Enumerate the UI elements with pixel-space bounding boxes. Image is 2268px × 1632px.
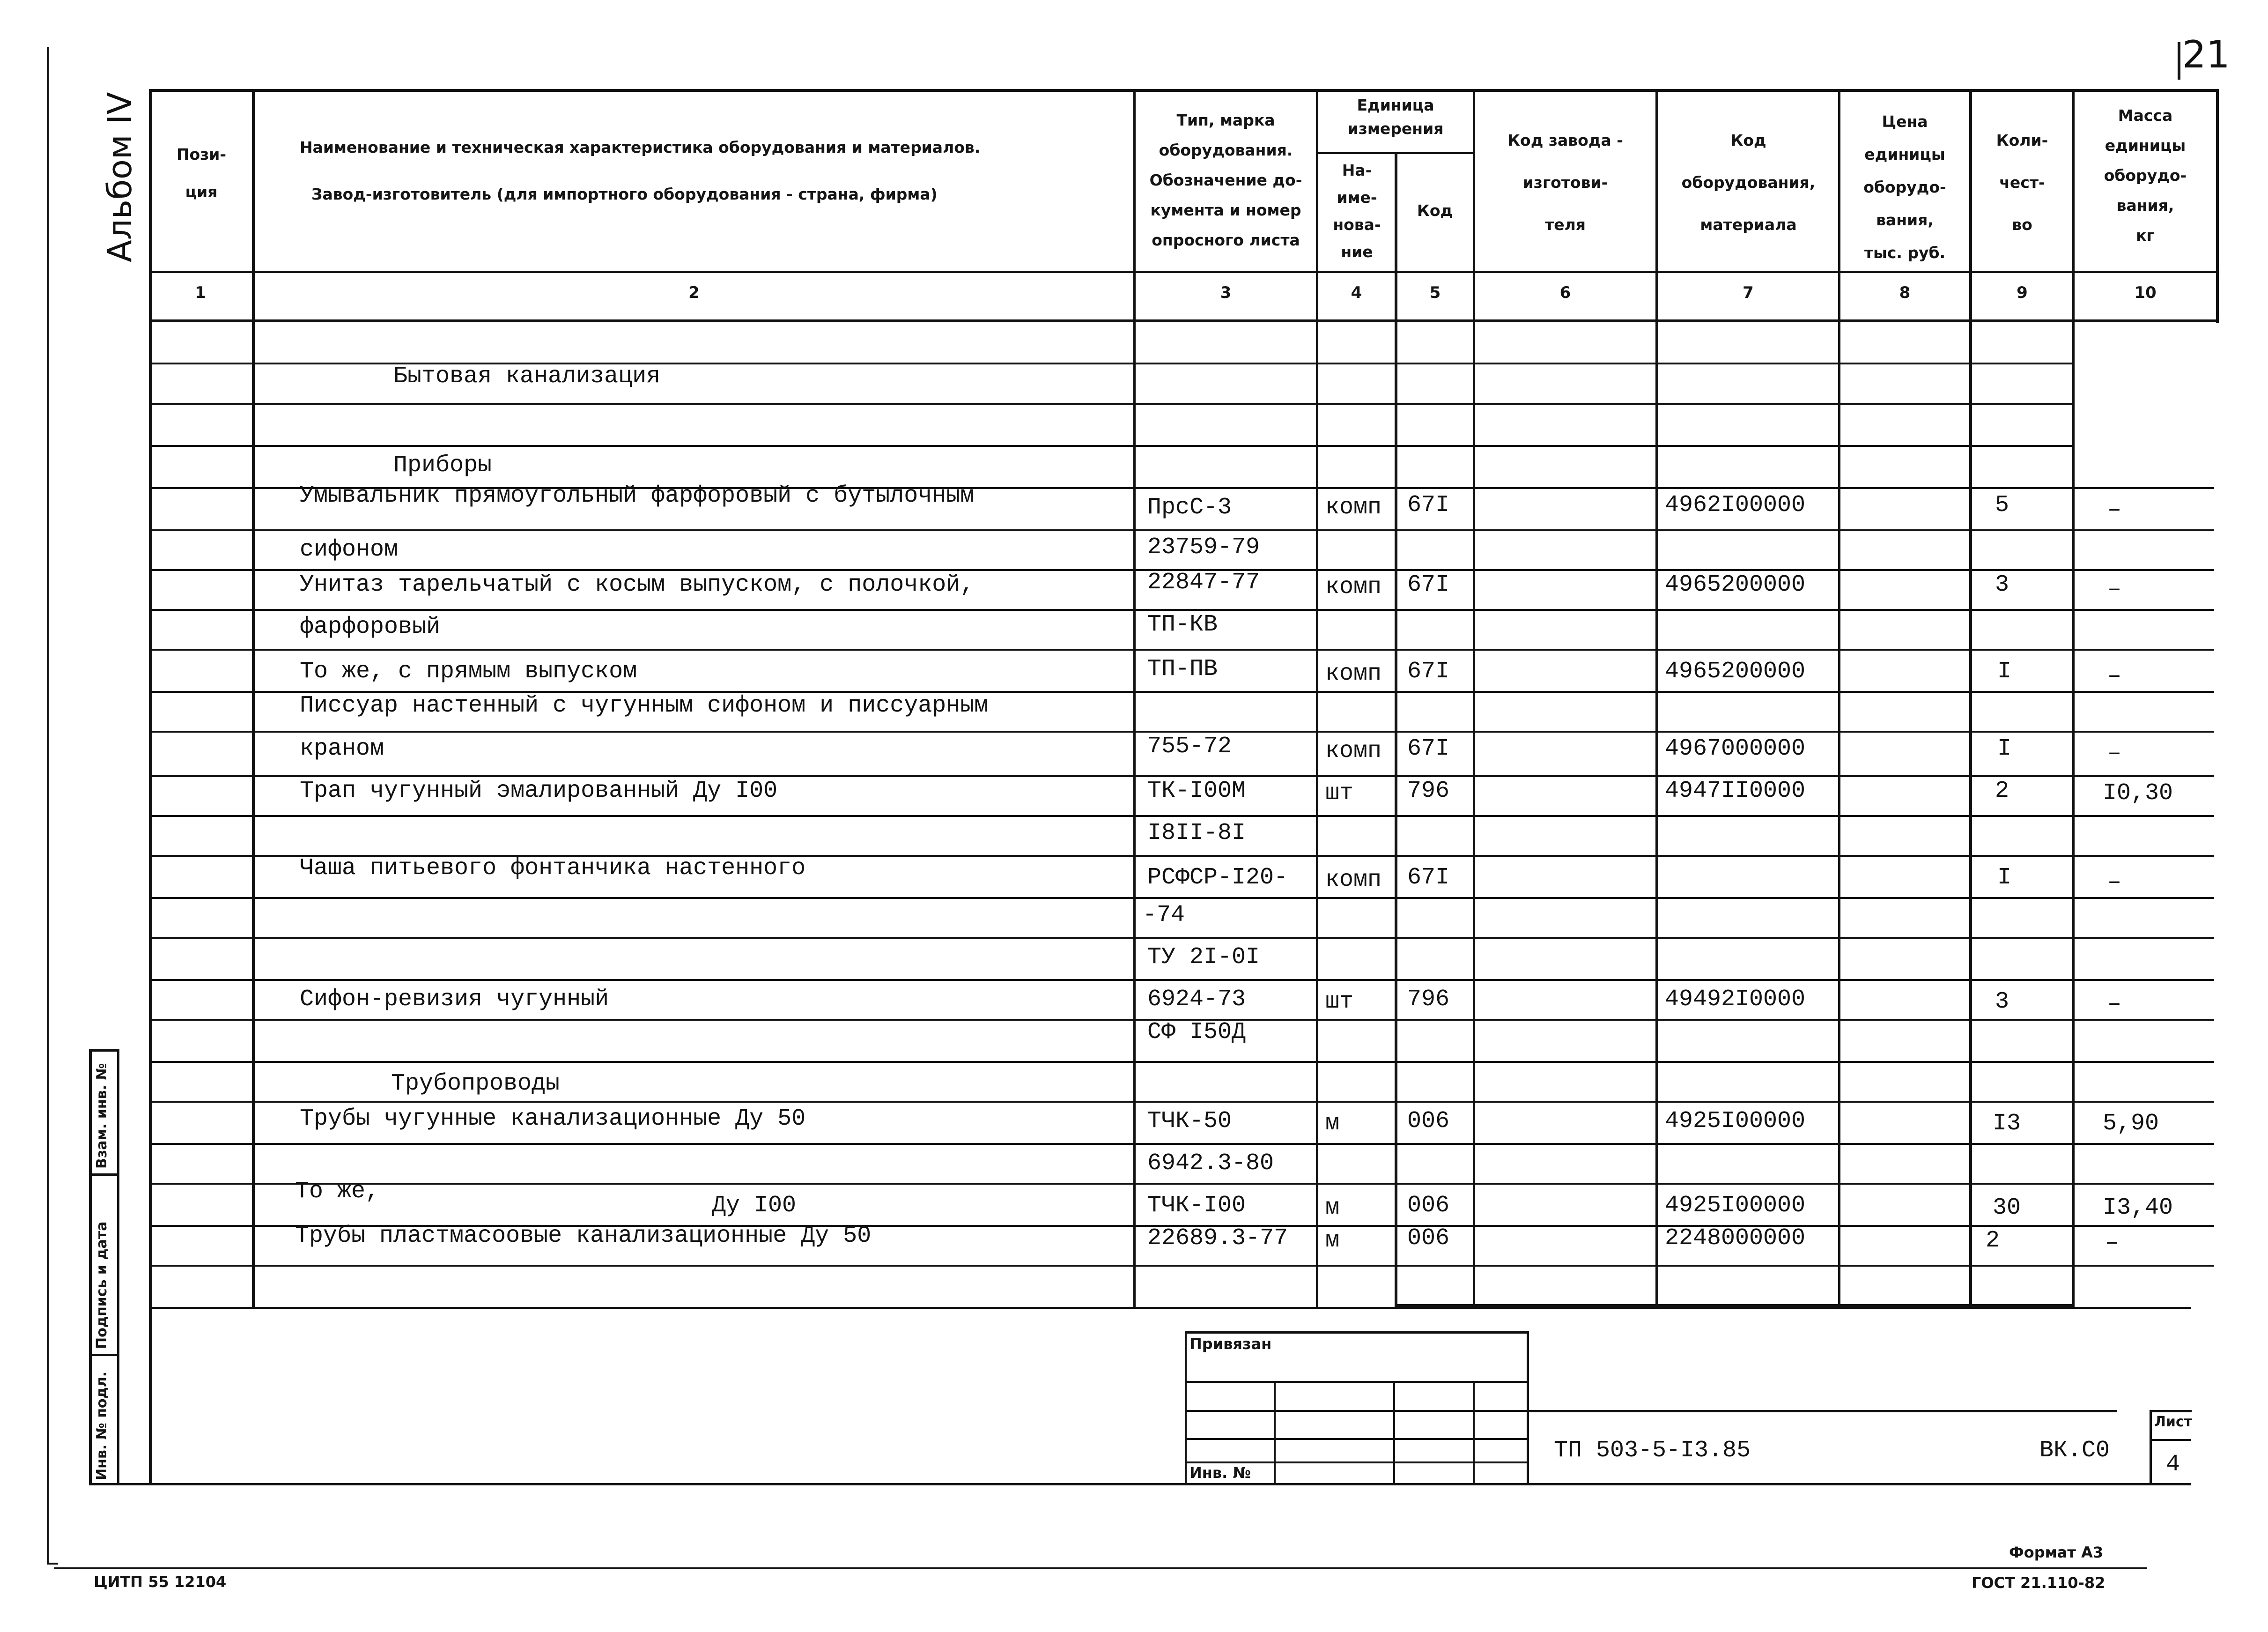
col-number: 9 xyxy=(2017,283,2028,302)
item-unit-code: 67I xyxy=(1407,492,1450,519)
item-unit: комп xyxy=(1325,574,1382,601)
corner-page-number: 21 xyxy=(2182,33,2230,76)
col-number: 2 xyxy=(688,283,700,302)
sheet-number: 4 xyxy=(2166,1451,2180,1478)
item-mass: – xyxy=(2107,991,2122,1017)
stamp-inv-label: Инв. № xyxy=(1189,1464,1251,1482)
item-type: 22689.3-77 xyxy=(1147,1225,1288,1252)
item-mass: – xyxy=(2107,497,2122,523)
item-qty: 5 xyxy=(1995,492,2009,519)
item-name: Унитаз тарельчатый с косым выпуском, с полочкой, xyxy=(300,571,975,598)
item-name: Трап чугунный эмалированный Ду I00 xyxy=(300,778,778,804)
side-label-signature-date: Подпись и дата xyxy=(94,1221,110,1349)
col-number: 7 xyxy=(1743,283,1754,302)
section-title: Трубопроводы xyxy=(391,1070,560,1097)
section-title: Бытовая канализация xyxy=(393,363,661,390)
item-name: Сифон-ревизия чугунный xyxy=(300,986,609,1013)
side-label-replaced-inv: Взам. инв. № xyxy=(94,1063,110,1169)
item-equip-code: 4962I00000 xyxy=(1665,492,1806,519)
footer-gost: ГОСТ 21.110-82 xyxy=(1972,1574,2105,1592)
item-type: ТЧК-50 xyxy=(1147,1108,1232,1135)
item-unit: м xyxy=(1325,1194,1340,1221)
header-unit-code: Код xyxy=(1417,201,1453,220)
item-mass: – xyxy=(2105,1230,2120,1256)
item-equip-code: 2248000000 xyxy=(1665,1225,1806,1252)
header-equipment-code: Код оборудования, материала xyxy=(1681,131,1816,234)
item-name: Трубы пластмасоовые канализационные Ду 50 xyxy=(295,1223,872,1249)
item-name-dn: Ду I00 xyxy=(712,1192,797,1219)
sheet-label: Лист xyxy=(2154,1414,2193,1430)
item-type: I8II-8I xyxy=(1147,820,1246,846)
header-name-line2: Завод-изготовитель (для импортного оборудования - страна, фирма) xyxy=(311,185,938,203)
item-qty: 2 xyxy=(1995,778,2009,804)
header-name-line1: Наименование и техническая характеристика оборудования и материалов. xyxy=(300,138,981,156)
item-equip-code: 4947II0000 xyxy=(1665,778,1806,804)
header-type: Тип, марка оборудования. Обозначение до- кумента и номер опросного листа xyxy=(1149,111,1302,249)
item-type: СФ I50Д xyxy=(1147,1019,1246,1046)
item-type: ТУ 2I-0I xyxy=(1147,944,1260,971)
item-qty: 2 xyxy=(1986,1227,2000,1254)
album-label: Альбом IV xyxy=(101,92,139,262)
item-mass: – xyxy=(2107,663,2122,690)
item-type: 6924-73 xyxy=(1147,986,1246,1013)
item-qty: I xyxy=(1997,735,2012,762)
item-unit-code: 006 xyxy=(1407,1108,1450,1135)
item-qty: 3 xyxy=(1995,988,2009,1015)
item-type: ТП-ПВ xyxy=(1147,656,1218,682)
item-unit-code: 67I xyxy=(1407,864,1450,891)
item-unit: м xyxy=(1325,1110,1340,1137)
item-name: фарфоровый xyxy=(300,614,441,640)
item-unit: шт xyxy=(1325,780,1354,807)
item-type: ТЧК-I00 xyxy=(1147,1192,1246,1219)
item-type: 6942.3-80 xyxy=(1147,1150,1274,1177)
item-unit-code: 67I xyxy=(1407,735,1450,762)
item-unit-code: 796 xyxy=(1407,778,1450,804)
section-title: Приборы xyxy=(393,452,492,479)
item-qty: I xyxy=(1997,864,2012,891)
item-unit: м xyxy=(1325,1227,1340,1254)
item-unit: комп xyxy=(1325,738,1382,764)
item-equip-code: 49492I0000 xyxy=(1665,986,1806,1013)
item-unit: комп xyxy=(1325,867,1382,893)
document-mark: ВК.С0 xyxy=(2039,1437,2110,1464)
footer-left-code: ЦИТП 55 12104 xyxy=(94,1573,227,1591)
item-unit-code: 67I xyxy=(1407,571,1450,598)
item-name: сифоном xyxy=(300,536,399,563)
side-label-inventory-no: Инв. № подл. xyxy=(94,1371,110,1480)
item-name: То же, с прямым выпуском xyxy=(300,658,637,685)
header-unit-name: На- име- нова- ние xyxy=(1333,161,1381,261)
col-number: 4 xyxy=(1351,283,1362,302)
item-equip-code: 4965200000 xyxy=(1665,571,1806,598)
item-type: -74 xyxy=(1143,902,1185,928)
header-position: Пози- ция xyxy=(176,145,227,201)
item-equip-code: 4965200000 xyxy=(1665,658,1806,685)
item-unit: шт xyxy=(1325,988,1354,1015)
header-unit-group: Единица измерения xyxy=(1347,96,1444,138)
item-type: РСФСР-I20- xyxy=(1147,864,1288,891)
item-qty: I3 xyxy=(1993,1110,2021,1137)
col-number: 3 xyxy=(1220,283,1232,302)
document-code: ТП 503-5-I3.85 xyxy=(1554,1437,1751,1464)
header-factory-code: Код завода - изготови- теля xyxy=(1507,131,1623,234)
header-price: Цена единицы оборудо- вания, тыс. руб. xyxy=(1863,112,1946,262)
item-qty: I xyxy=(1997,658,2012,685)
item-unit-code: 006 xyxy=(1407,1225,1450,1252)
item-equip-code: 4925I00000 xyxy=(1665,1192,1806,1219)
item-type: ТП-КВ xyxy=(1147,611,1218,638)
item-unit-code: 67I xyxy=(1407,658,1450,685)
item-mass: 5,90 xyxy=(2103,1110,2159,1137)
item-mass: I3,40 xyxy=(2103,1194,2173,1221)
item-mass: I0,30 xyxy=(2103,780,2173,807)
header-quantity: Коли- чест- во xyxy=(1996,131,2048,234)
col-number: 5 xyxy=(1429,283,1441,302)
item-unit-code: 796 xyxy=(1407,986,1450,1013)
item-unit-code: 006 xyxy=(1407,1192,1450,1219)
item-mass: – xyxy=(2107,869,2122,896)
col-number: 10 xyxy=(2134,283,2157,302)
header-mass: Масса единицы оборудо- вания, кг xyxy=(2104,106,2187,245)
item-type: ТК-I00М xyxy=(1147,778,1246,804)
item-equip-code: 4967000000 xyxy=(1665,735,1806,762)
item-unit: комп xyxy=(1325,494,1382,521)
item-name: Умывальник прямоугольный фарфоровый с бутылочным xyxy=(300,482,975,509)
stamp-linked-label: Привязан xyxy=(1189,1335,1272,1353)
item-name: Трубы чугунные канализационные Ду 50 xyxy=(300,1105,806,1132)
item-type: 755-72 xyxy=(1147,733,1232,760)
item-name: Чаша питьевого фонтанчика настенного xyxy=(300,855,806,882)
item-equip-code: 4925I00000 xyxy=(1665,1108,1806,1135)
item-name: краном xyxy=(300,735,384,762)
item-name: Писсуар настенный с чугунным сифоном и писсуарным xyxy=(300,692,989,719)
col-number: 1 xyxy=(195,283,206,302)
item-type: 23759-79 xyxy=(1147,534,1260,561)
item-qty: 3 xyxy=(1995,571,2009,598)
item-name: То же, xyxy=(295,1178,380,1205)
footer-format: Формат А3 xyxy=(2009,1543,2104,1561)
item-type: ПрсС-3 xyxy=(1147,494,1232,521)
item-mass: – xyxy=(2107,740,2122,767)
item-unit: комп xyxy=(1325,660,1382,687)
item-type: 22847-77 xyxy=(1147,569,1260,596)
col-number: 6 xyxy=(1559,283,1571,302)
col-number: 8 xyxy=(1899,283,1911,302)
item-qty: 30 xyxy=(1993,1194,2021,1221)
item-mass: – xyxy=(2107,576,2122,603)
